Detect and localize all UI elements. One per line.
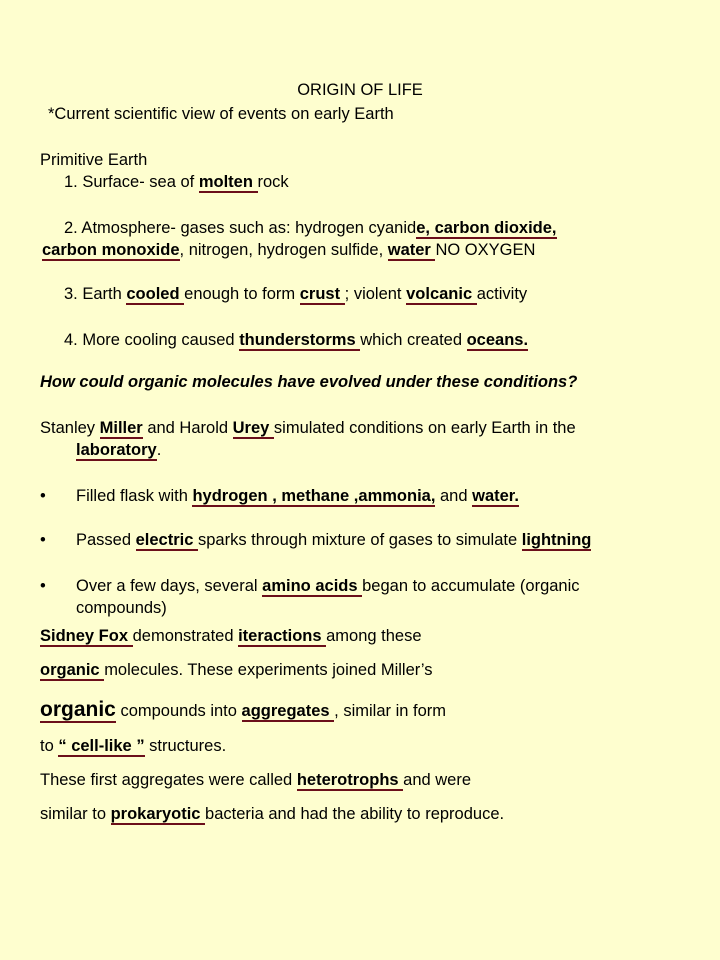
bullet-dot: • [40,577,46,595]
bullet-amino-cont: compounds) [76,599,167,617]
list-item-surface: 1. Surface- sea of molten rock [64,173,289,191]
fox-line-1: Sidney Fox demonstrated iteractions among these [40,627,422,645]
fox-line-2: organic molecules. These experiments joined Miller’s [40,661,433,679]
fox-line-6: similar to prokaryotic bacteria and had the ability to reproduce. [40,805,505,823]
list-item-oceans: 4. More cooling caused thunderstorms which created oceans. [64,331,529,349]
bullet-flask: Filled flask with hydrogen , methane ,ammonia, and water. [76,487,519,505]
fox-line-4: to “ cell-like ” structures. [40,737,227,755]
fox-line-3: organic compounds into aggregates , similar in form [40,698,446,721]
question: How could organic molecules have evolved under these conditions? [40,373,578,391]
bullet-dot: • [40,487,46,505]
subtitle: *Current scientific view of events on early Earth [48,105,394,123]
bullet-sparks: Passed electric sparks through mixture of gases to simulate lightning [76,531,592,549]
stanley-paragraph: Stanley Miller and Harold Urey simulated conditions on early Earth in the [40,419,576,437]
list-item-atmosphere-cont: carbon monoxide, nitrogen, hydrogen sulfide, water NO OXYGEN [42,241,536,259]
bullet-amino: Over a few days, several amino acids began to accumulate (organic [76,577,580,595]
list-item-cooled: 3. Earth cooled enough to form crust ; violent volcanic activity [64,285,528,303]
section-heading: Primitive Earth [40,151,148,169]
list-item-atmosphere: 2. Atmosphere- gases such as: hydrogen cyanide, carbon dioxide, [64,219,557,237]
page-title: ORIGIN OF LIFE [297,81,423,99]
bullet-dot: • [40,531,46,549]
fox-line-5: These first aggregates were called heterotrophs and were [40,771,472,789]
stanley-paragraph-cont: laboratory. [76,441,162,459]
